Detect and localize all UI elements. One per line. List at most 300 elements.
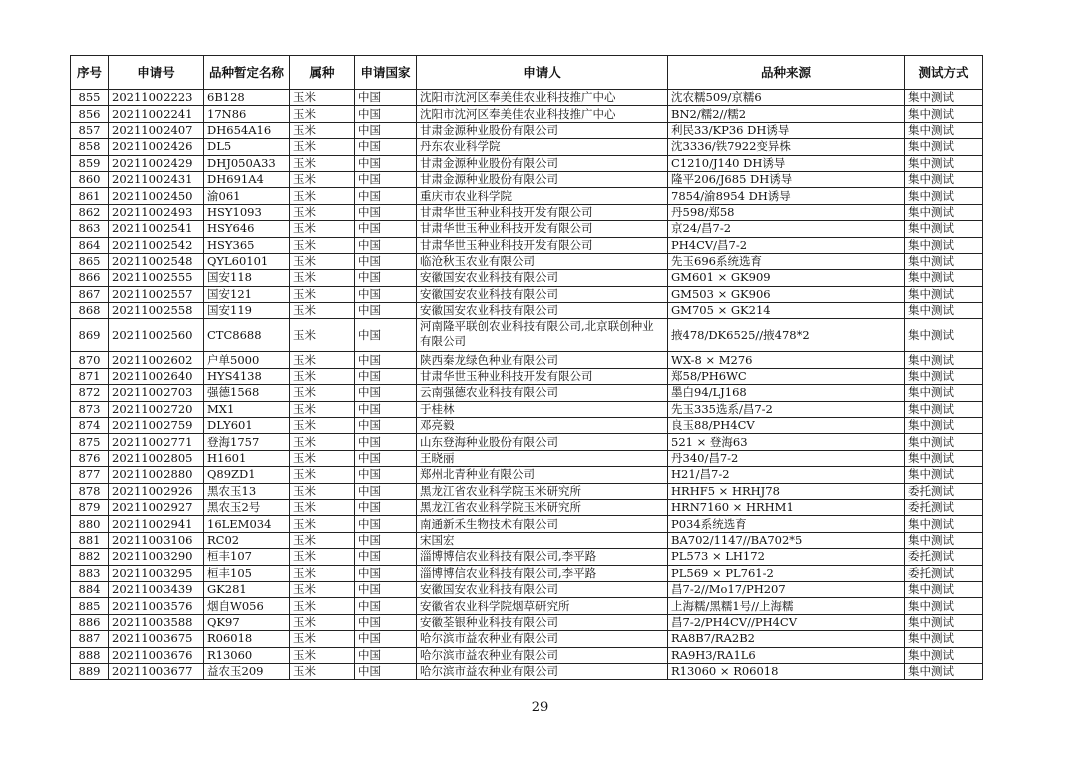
cell-applicant: 临沧秋玉农业有限公司 bbox=[417, 253, 668, 269]
cell-seq: 880 bbox=[71, 516, 109, 532]
header-seq: 序号 bbox=[71, 56, 109, 90]
cell-country: 中国 bbox=[355, 418, 417, 434]
cell-application-no: 20211002429 bbox=[109, 155, 204, 171]
cell-application-no: 20211002602 bbox=[109, 352, 204, 368]
table-row bbox=[71, 139, 983, 155]
cell-species: 玉米 bbox=[290, 106, 355, 122]
cell-applicant: 哈尔滨市益农种业有限公司 bbox=[417, 663, 668, 679]
table-row bbox=[71, 483, 983, 499]
cell-species: 玉米 bbox=[290, 532, 355, 548]
cell-seq: 879 bbox=[71, 499, 109, 515]
cell-test-method: 集中测试 bbox=[905, 221, 983, 237]
cell-species: 玉米 bbox=[290, 139, 355, 155]
table-row bbox=[71, 565, 983, 581]
cell-seq: 855 bbox=[71, 90, 109, 106]
cell-variety-source: 沈农糯509/京糯6 bbox=[668, 90, 905, 106]
cell-species: 玉米 bbox=[290, 352, 355, 368]
cell-variety-name: 登海1757 bbox=[204, 434, 290, 450]
cell-application-no: 20211003295 bbox=[109, 565, 204, 581]
cell-variety-name: DH654A16 bbox=[204, 122, 290, 138]
cell-applicant: 南通新禾生物技术有限公司 bbox=[417, 516, 668, 532]
cell-variety-source: BA702/1147//BA702*5 bbox=[668, 532, 905, 548]
table-row bbox=[71, 516, 983, 532]
cell-applicant: 淄博博信农业科技有限公司,李平路 bbox=[417, 549, 668, 565]
cell-test-method: 集中测试 bbox=[905, 139, 983, 155]
cell-application-no: 20211002450 bbox=[109, 188, 204, 204]
cell-variety-source: H21/昌7-2 bbox=[668, 467, 905, 483]
cell-seq: 856 bbox=[71, 106, 109, 122]
table-row bbox=[71, 385, 983, 401]
cell-test-method: 委托测试 bbox=[905, 565, 983, 581]
cell-variety-name: 桓丰105 bbox=[204, 565, 290, 581]
cell-variety-name: Q89ZD1 bbox=[204, 467, 290, 483]
cell-applicant: 安徽荃银种业科技有限公司 bbox=[417, 614, 668, 630]
cell-seq: 862 bbox=[71, 204, 109, 220]
cell-test-method: 集中测试 bbox=[905, 598, 983, 614]
cell-country: 中国 bbox=[355, 631, 417, 647]
table-row bbox=[71, 319, 983, 352]
cell-applicant: 甘肃金源种业股份有限公司 bbox=[417, 155, 668, 171]
cell-application-no: 20211002431 bbox=[109, 171, 204, 187]
header-application-no: 申请号 bbox=[109, 56, 204, 90]
table-row bbox=[71, 270, 983, 286]
cell-applicant: 丹东农业科学院 bbox=[417, 139, 668, 155]
table-row bbox=[71, 581, 983, 597]
cell-species: 玉米 bbox=[290, 171, 355, 187]
cell-applicant: 郑州北青种业有限公司 bbox=[417, 467, 668, 483]
cell-country: 中国 bbox=[355, 352, 417, 368]
cell-seq: 861 bbox=[71, 188, 109, 204]
header-test-method: 测试方式 bbox=[905, 56, 983, 90]
cell-country: 中国 bbox=[355, 401, 417, 417]
cell-variety-name: RC02 bbox=[204, 532, 290, 548]
cell-applicant: 甘肃金源种业股份有限公司 bbox=[417, 171, 668, 187]
cell-variety-source: C1210/J140 DH诱导 bbox=[668, 155, 905, 171]
cell-seq: 877 bbox=[71, 467, 109, 483]
cell-seq: 885 bbox=[71, 598, 109, 614]
cell-seq: 881 bbox=[71, 532, 109, 548]
cell-variety-source: 丹340/昌7-2 bbox=[668, 450, 905, 466]
cell-species: 玉米 bbox=[290, 434, 355, 450]
cell-variety-name: 黑农玉13 bbox=[204, 483, 290, 499]
cell-species: 玉米 bbox=[290, 631, 355, 647]
header-variety-name: 品种暂定名称 bbox=[204, 56, 290, 90]
cell-country: 中国 bbox=[355, 204, 417, 220]
cell-variety-source: 上海糯/黑糯1号//上海糯 bbox=[668, 598, 905, 614]
cell-country: 中国 bbox=[355, 516, 417, 532]
cell-species: 玉米 bbox=[290, 303, 355, 319]
cell-application-no: 20211002407 bbox=[109, 122, 204, 138]
cell-species: 玉米 bbox=[290, 221, 355, 237]
cell-variety-source: GM503 × GK906 bbox=[668, 286, 905, 302]
table-header-row bbox=[71, 56, 983, 90]
cell-seq: 878 bbox=[71, 483, 109, 499]
cell-country: 中国 bbox=[355, 467, 417, 483]
cell-test-method: 集中测试 bbox=[905, 516, 983, 532]
cell-variety-source: 掖478/DK6525//掖478*2 bbox=[668, 319, 905, 352]
cell-test-method: 集中测试 bbox=[905, 450, 983, 466]
cell-test-method: 集中测试 bbox=[905, 122, 983, 138]
cell-applicant: 甘肃华世玉种业科技开发有限公司 bbox=[417, 204, 668, 220]
cell-species: 玉米 bbox=[290, 155, 355, 171]
cell-seq: 872 bbox=[71, 385, 109, 401]
cell-species: 玉米 bbox=[290, 90, 355, 106]
cell-test-method: 集中测试 bbox=[905, 106, 983, 122]
cell-variety-name: 渝061 bbox=[204, 188, 290, 204]
cell-application-no: 20211002541 bbox=[109, 221, 204, 237]
cell-species: 玉米 bbox=[290, 565, 355, 581]
cell-variety-name: 国安121 bbox=[204, 286, 290, 302]
cell-variety-name: HSY1093 bbox=[204, 204, 290, 220]
cell-variety-source: 昌7-2/PH4CV//PH4CV bbox=[668, 614, 905, 630]
cell-variety-source: 7854/渝8954 DH诱导 bbox=[668, 188, 905, 204]
cell-variety-name: 黑农玉2号 bbox=[204, 499, 290, 515]
cell-application-no: 20211002703 bbox=[109, 385, 204, 401]
cell-country: 中国 bbox=[355, 450, 417, 466]
cell-seq: 859 bbox=[71, 155, 109, 171]
cell-test-method: 集中测试 bbox=[905, 368, 983, 384]
cell-variety-name: 国安118 bbox=[204, 270, 290, 286]
cell-test-method: 委托测试 bbox=[905, 549, 983, 565]
cell-seq: 869 bbox=[71, 319, 109, 352]
cell-application-no: 20211002223 bbox=[109, 90, 204, 106]
cell-species: 玉米 bbox=[290, 237, 355, 253]
cell-applicant: 于桂林 bbox=[417, 401, 668, 417]
cell-applicant: 重庆市农业科学院 bbox=[417, 188, 668, 204]
cell-variety-name: QK97 bbox=[204, 614, 290, 630]
cell-application-no: 20211003675 bbox=[109, 631, 204, 647]
cell-applicant: 甘肃金源种业股份有限公司 bbox=[417, 122, 668, 138]
cell-variety-source: 京24/昌7-2 bbox=[668, 221, 905, 237]
cell-test-method: 集中测试 bbox=[905, 188, 983, 204]
cell-species: 玉米 bbox=[290, 319, 355, 352]
cell-variety-name: 益农玉209 bbox=[204, 663, 290, 679]
cell-seq: 876 bbox=[71, 450, 109, 466]
cell-applicant: 陕西秦龙绿色种业有限公司 bbox=[417, 352, 668, 368]
cell-species: 玉米 bbox=[290, 450, 355, 466]
cell-applicant: 山东登海种业股份有限公司 bbox=[417, 434, 668, 450]
cell-test-method: 集中测试 bbox=[905, 614, 983, 630]
header-applicant: 申请人 bbox=[417, 56, 668, 90]
cell-variety-name: 户单5000 bbox=[204, 352, 290, 368]
cell-application-no: 20211002558 bbox=[109, 303, 204, 319]
page-number: 29 bbox=[531, 700, 549, 715]
cell-test-method: 集中测试 bbox=[905, 418, 983, 434]
cell-variety-name: HYS4138 bbox=[204, 368, 290, 384]
cell-species: 玉米 bbox=[290, 483, 355, 499]
cell-test-method: 集中测试 bbox=[905, 155, 983, 171]
cell-variety-name: H1601 bbox=[204, 450, 290, 466]
table-row bbox=[71, 499, 983, 515]
table-row bbox=[71, 614, 983, 630]
table-row bbox=[71, 647, 983, 663]
cell-application-no: 20211002720 bbox=[109, 401, 204, 417]
cell-applicant: 安徽省农业科学院烟草研究所 bbox=[417, 598, 668, 614]
cell-species: 玉米 bbox=[290, 122, 355, 138]
cell-applicant: 甘肃华世玉种业科技开发有限公司 bbox=[417, 368, 668, 384]
cell-species: 玉米 bbox=[290, 549, 355, 565]
cell-applicant: 宋国宏 bbox=[417, 532, 668, 548]
cell-variety-name: 烟自W056 bbox=[204, 598, 290, 614]
cell-applicant: 沈阳市沈河区奉美佳农业科技推广中心 bbox=[417, 90, 668, 106]
cell-variety-source: P034系统选育 bbox=[668, 516, 905, 532]
cell-country: 中国 bbox=[355, 90, 417, 106]
cell-variety-name: R06018 bbox=[204, 631, 290, 647]
cell-application-no: 20211002640 bbox=[109, 368, 204, 384]
cell-application-no: 20211002771 bbox=[109, 434, 204, 450]
cell-country: 中国 bbox=[355, 483, 417, 499]
cell-test-method: 集中测试 bbox=[905, 663, 983, 679]
cell-species: 玉米 bbox=[290, 385, 355, 401]
cell-application-no: 20211003576 bbox=[109, 598, 204, 614]
table-row bbox=[71, 467, 983, 483]
cell-test-method: 集中测试 bbox=[905, 171, 983, 187]
cell-test-method: 集中测试 bbox=[905, 319, 983, 352]
cell-applicant: 黑龙江省农业科学院玉米研究所 bbox=[417, 483, 668, 499]
table-row bbox=[71, 434, 983, 450]
cell-applicant: 甘肃华世玉种业科技开发有限公司 bbox=[417, 221, 668, 237]
cell-applicant: 甘肃华世玉种业科技开发有限公司 bbox=[417, 237, 668, 253]
cell-variety-name: DHJ050A33 bbox=[204, 155, 290, 171]
cell-variety-name: MX1 bbox=[204, 401, 290, 417]
table-row bbox=[71, 221, 983, 237]
cell-species: 玉米 bbox=[290, 253, 355, 269]
table-row bbox=[71, 253, 983, 269]
cell-species: 玉米 bbox=[290, 581, 355, 597]
table-row bbox=[71, 286, 983, 302]
cell-application-no: 20211003677 bbox=[109, 663, 204, 679]
cell-variety-source: RA9H3/RA1L6 bbox=[668, 647, 905, 663]
cell-applicant: 安徽国安农业科技有限公司 bbox=[417, 303, 668, 319]
cell-variety-source: 先玉696系统选育 bbox=[668, 253, 905, 269]
cell-application-no: 20211003290 bbox=[109, 549, 204, 565]
cell-country: 中国 bbox=[355, 647, 417, 663]
cell-applicant: 邓亮毅 bbox=[417, 418, 668, 434]
cell-country: 中国 bbox=[355, 303, 417, 319]
cell-test-method: 集中测试 bbox=[905, 204, 983, 220]
cell-country: 中国 bbox=[355, 253, 417, 269]
cell-applicant: 王晓丽 bbox=[417, 450, 668, 466]
cell-seq: 886 bbox=[71, 614, 109, 630]
cell-test-method: 集中测试 bbox=[905, 90, 983, 106]
cell-variety-source: WX-8 × M276 bbox=[668, 352, 905, 368]
cell-variety-source: GM705 × GK214 bbox=[668, 303, 905, 319]
cell-country: 中国 bbox=[355, 598, 417, 614]
cell-test-method: 委托测试 bbox=[905, 483, 983, 499]
cell-seq: 866 bbox=[71, 270, 109, 286]
cell-country: 中国 bbox=[355, 319, 417, 352]
table-row bbox=[71, 532, 983, 548]
table-row bbox=[71, 171, 983, 187]
cell-variety-name: QYL60101 bbox=[204, 253, 290, 269]
cell-test-method: 集中测试 bbox=[905, 532, 983, 548]
cell-variety-name: GK281 bbox=[204, 581, 290, 597]
table-row bbox=[71, 155, 983, 171]
cell-seq: 889 bbox=[71, 663, 109, 679]
cell-variety-name: DLY601 bbox=[204, 418, 290, 434]
cell-application-no: 20211002926 bbox=[109, 483, 204, 499]
table-body bbox=[71, 90, 983, 680]
table-row bbox=[71, 549, 983, 565]
cell-application-no: 20211002555 bbox=[109, 270, 204, 286]
table-row bbox=[71, 204, 983, 220]
cell-species: 玉米 bbox=[290, 647, 355, 663]
cell-seq: 870 bbox=[71, 352, 109, 368]
cell-seq: 883 bbox=[71, 565, 109, 581]
cell-species: 玉米 bbox=[290, 368, 355, 384]
cell-variety-name: 16LEM034 bbox=[204, 516, 290, 532]
cell-variety-name: HSY646 bbox=[204, 221, 290, 237]
cell-variety-name: 强德1568 bbox=[204, 385, 290, 401]
cell-country: 中国 bbox=[355, 581, 417, 597]
cell-species: 玉米 bbox=[290, 188, 355, 204]
cell-seq: 858 bbox=[71, 139, 109, 155]
cell-applicant: 安徽国安农业科技有限公司 bbox=[417, 581, 668, 597]
cell-applicant: 云南强德农业科技有限公司 bbox=[417, 385, 668, 401]
cell-application-no: 20211003439 bbox=[109, 581, 204, 597]
cell-application-no: 20211002759 bbox=[109, 418, 204, 434]
cell-variety-source: RA8B7/RA2B2 bbox=[668, 631, 905, 647]
cell-applicant: 沈阳市沈河区奉美佳农业科技推广中心 bbox=[417, 106, 668, 122]
cell-seq: 888 bbox=[71, 647, 109, 663]
cell-variety-source: HRN7160 × HRHM1 bbox=[668, 499, 905, 515]
table-row bbox=[71, 188, 983, 204]
table-row bbox=[71, 450, 983, 466]
cell-variety-source: PL573 × LH172 bbox=[668, 549, 905, 565]
header-variety-source: 品种来源 bbox=[668, 56, 905, 90]
table-row bbox=[71, 303, 983, 319]
cell-application-no: 20211002927 bbox=[109, 499, 204, 515]
cell-species: 玉米 bbox=[290, 401, 355, 417]
header-species: 属种 bbox=[290, 56, 355, 90]
cell-applicant: 黑龙江省农业科学院玉米研究所 bbox=[417, 499, 668, 515]
cell-test-method: 集中测试 bbox=[905, 237, 983, 253]
cell-test-method: 集中测试 bbox=[905, 631, 983, 647]
cell-variety-source: 昌7-2//Mo17/PH207 bbox=[668, 581, 905, 597]
cell-seq: 874 bbox=[71, 418, 109, 434]
cell-species: 玉米 bbox=[290, 499, 355, 515]
cell-test-method: 委托测试 bbox=[905, 499, 983, 515]
cell-test-method: 集中测试 bbox=[905, 434, 983, 450]
table-row bbox=[71, 237, 983, 253]
cell-application-no: 20211002880 bbox=[109, 467, 204, 483]
cell-seq: 860 bbox=[71, 171, 109, 187]
cell-variety-source: 521 × 登海63 bbox=[668, 434, 905, 450]
cell-test-method: 集中测试 bbox=[905, 253, 983, 269]
cell-application-no: 20211002557 bbox=[109, 286, 204, 302]
cell-variety-name: 17N86 bbox=[204, 106, 290, 122]
cell-variety-name: 桓丰107 bbox=[204, 549, 290, 565]
cell-seq: 868 bbox=[71, 303, 109, 319]
cell-applicant: 安徽国安农业科技有限公司 bbox=[417, 270, 668, 286]
cell-species: 玉米 bbox=[290, 286, 355, 302]
cell-variety-name: HSY365 bbox=[204, 237, 290, 253]
cell-application-no: 20211003106 bbox=[109, 532, 204, 548]
cell-country: 中国 bbox=[355, 499, 417, 515]
table-row bbox=[71, 368, 983, 384]
table-row bbox=[71, 663, 983, 679]
cell-variety-name: DL5 bbox=[204, 139, 290, 155]
cell-country: 中国 bbox=[355, 122, 417, 138]
table-row bbox=[71, 106, 983, 122]
cell-variety-source: 良玉88/PH4CV bbox=[668, 418, 905, 434]
header-country: 申请国家 bbox=[355, 56, 417, 90]
cell-test-method: 集中测试 bbox=[905, 352, 983, 368]
cell-country: 中国 bbox=[355, 139, 417, 155]
cell-variety-source: 丹598/郑58 bbox=[668, 204, 905, 220]
cell-seq: 875 bbox=[71, 434, 109, 450]
cell-country: 中国 bbox=[355, 270, 417, 286]
cell-country: 中国 bbox=[355, 663, 417, 679]
cell-seq: 863 bbox=[71, 221, 109, 237]
cell-seq: 871 bbox=[71, 368, 109, 384]
cell-variety-name: CTC8688 bbox=[204, 319, 290, 352]
cell-variety-source: BN2/糯2//糯2 bbox=[668, 106, 905, 122]
cell-country: 中国 bbox=[355, 532, 417, 548]
cell-variety-source: PH4CV/昌7-2 bbox=[668, 237, 905, 253]
cell-variety-source: 墨白94/LJ168 bbox=[668, 385, 905, 401]
cell-variety-name: 6B128 bbox=[204, 90, 290, 106]
cell-application-no: 20211002426 bbox=[109, 139, 204, 155]
cell-species: 玉米 bbox=[290, 614, 355, 630]
cell-country: 中国 bbox=[355, 155, 417, 171]
cell-variety-source: PL569 × PL761-2 bbox=[668, 565, 905, 581]
cell-variety-name: R13060 bbox=[204, 647, 290, 663]
cell-seq: 867 bbox=[71, 286, 109, 302]
cell-test-method: 集中测试 bbox=[905, 385, 983, 401]
table-row bbox=[71, 122, 983, 138]
cell-seq: 864 bbox=[71, 237, 109, 253]
cell-species: 玉米 bbox=[290, 418, 355, 434]
cell-variety-source: 沈3336/铁7922变异株 bbox=[668, 139, 905, 155]
cell-test-method: 集中测试 bbox=[905, 401, 983, 417]
cell-application-no: 20211002241 bbox=[109, 106, 204, 122]
cell-country: 中国 bbox=[355, 237, 417, 253]
cell-variety-source: 郑58/PH6WC bbox=[668, 368, 905, 384]
table-row bbox=[71, 401, 983, 417]
cell-test-method: 集中测试 bbox=[905, 286, 983, 302]
cell-species: 玉米 bbox=[290, 467, 355, 483]
cell-country: 中国 bbox=[355, 286, 417, 302]
cell-country: 中国 bbox=[355, 385, 417, 401]
cell-country: 中国 bbox=[355, 368, 417, 384]
cell-species: 玉米 bbox=[290, 598, 355, 614]
cell-country: 中国 bbox=[355, 221, 417, 237]
table-row bbox=[71, 631, 983, 647]
cell-application-no: 20211002542 bbox=[109, 237, 204, 253]
cell-seq: 887 bbox=[71, 631, 109, 647]
cell-seq: 857 bbox=[71, 122, 109, 138]
cell-country: 中国 bbox=[355, 434, 417, 450]
cell-variety-source: GM601 × GK909 bbox=[668, 270, 905, 286]
cell-application-no: 20211003676 bbox=[109, 647, 204, 663]
cell-country: 中国 bbox=[355, 188, 417, 204]
cell-variety-name: DH691A4 bbox=[204, 171, 290, 187]
cell-application-no: 20211002560 bbox=[109, 319, 204, 352]
cell-country: 中国 bbox=[355, 614, 417, 630]
cell-country: 中国 bbox=[355, 565, 417, 581]
cell-test-method: 集中测试 bbox=[905, 467, 983, 483]
cell-variety-source: 隆平206/J685 DH诱导 bbox=[668, 171, 905, 187]
cell-species: 玉米 bbox=[290, 204, 355, 220]
cell-country: 中国 bbox=[355, 171, 417, 187]
cell-applicant: 河南隆平联创农业科技有限公司,北京联创种业有限公司 bbox=[417, 319, 668, 352]
cell-applicant: 哈尔滨市益农种业有限公司 bbox=[417, 631, 668, 647]
cell-species: 玉米 bbox=[290, 516, 355, 532]
cell-test-method: 集中测试 bbox=[905, 303, 983, 319]
cell-variety-name: 国安119 bbox=[204, 303, 290, 319]
cell-country: 中国 bbox=[355, 106, 417, 122]
